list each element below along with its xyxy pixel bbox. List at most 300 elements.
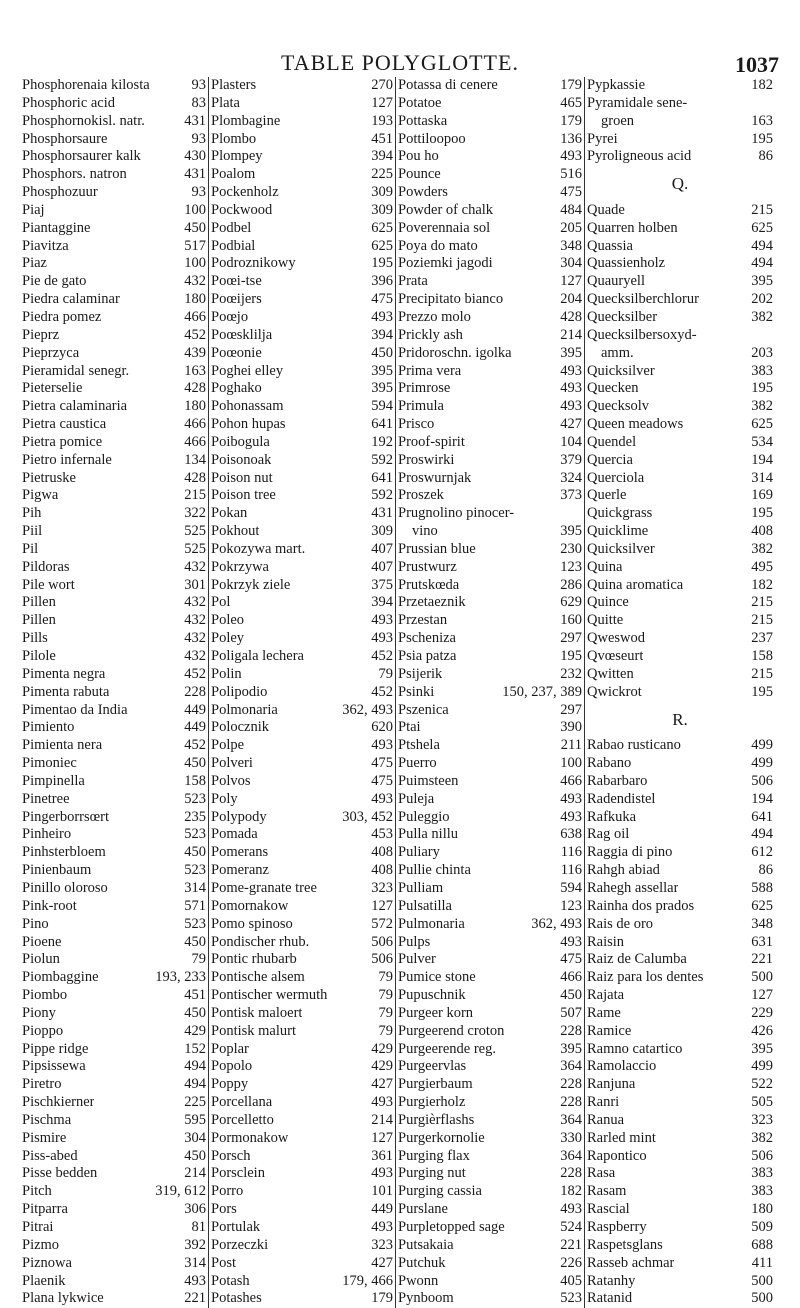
entry-term: Pioppo: [22, 1022, 64, 1039]
index-entry: [20, 844, 208, 862]
entry-pages: 100: [184, 255, 206, 272]
index-entry: [209, 202, 395, 220]
index-entry: [209, 77, 395, 95]
index-entry: [209, 1005, 395, 1023]
index-entry: [20, 1201, 208, 1219]
index-entry: [209, 1183, 395, 1201]
index-entry: [20, 255, 208, 273]
entry-pages: 493: [560, 380, 582, 397]
entry-term: Rafkuka: [587, 808, 637, 825]
entry-pages: 93: [191, 77, 206, 93]
entry-pages: 286: [560, 576, 582, 593]
entry-term: Pitparra: [22, 1201, 68, 1218]
entry-pages: 211: [560, 737, 582, 754]
index-entry: [396, 809, 584, 827]
index-entry: [20, 612, 208, 630]
entry-pages: 499: [751, 737, 773, 754]
entry-term: Pullie chinta: [398, 862, 471, 879]
index-entry: [209, 255, 395, 273]
entry-term: Pieprzyca: [22, 344, 80, 361]
entry-pages: 466: [184, 416, 206, 433]
entry-term: Pomo spinoso: [211, 915, 293, 932]
index-entry: [396, 719, 584, 737]
entry-pages: 499: [751, 1058, 773, 1075]
index-entry: [396, 826, 584, 844]
index-entry: [585, 987, 775, 1005]
entry-pages: 484: [560, 201, 582, 218]
index-entry: [396, 844, 584, 862]
index-entry: [20, 541, 208, 559]
index-entry: [209, 380, 395, 398]
index-entry: [209, 612, 395, 630]
index-entry: [209, 470, 395, 488]
index-entry: [209, 880, 395, 898]
entry-pages: 127: [371, 897, 393, 914]
entry-pages: 192: [371, 433, 393, 450]
entry-pages: 382: [751, 398, 773, 415]
entry-term: Puerro: [398, 755, 437, 772]
index-entry: [20, 648, 208, 666]
entry-term: Piedra pomez: [22, 308, 102, 325]
index-entry: [396, 773, 584, 791]
entry-term: Porsch: [211, 1147, 251, 1164]
index-entry: [209, 916, 395, 934]
entry-term: Pohon hupas: [211, 416, 286, 433]
entry-pages: 641: [371, 469, 393, 486]
index-entry: [585, 220, 775, 238]
index-entry: [20, 148, 208, 166]
entry-term: Poligala lechera: [211, 648, 304, 664]
entry-pages: 408: [751, 523, 773, 540]
entry-term: Pinetree: [22, 790, 70, 807]
entry-pages: 505: [751, 1094, 773, 1111]
index-entry: [585, 202, 775, 220]
entry-term: Pigwa: [22, 487, 59, 504]
entry-pages: 203: [751, 344, 773, 361]
entry-pages: 395: [371, 380, 393, 397]
entry-pages: 180: [184, 291, 206, 308]
entry-pages: 158: [751, 648, 773, 664]
entry-pages: 432: [184, 630, 206, 647]
index-entry: [396, 755, 584, 773]
index-entry: [20, 702, 208, 720]
entry-pages: 79: [378, 665, 393, 682]
index-entry: [585, 577, 775, 595]
entry-pages: 588: [751, 879, 773, 896]
index-entry: [585, 684, 775, 702]
index-entry: [209, 1023, 395, 1041]
entry-pages: 493: [560, 148, 582, 165]
entry-pages: 466: [560, 772, 582, 789]
index-entry: [209, 951, 395, 969]
entry-pages: 430: [184, 148, 206, 165]
entry-term: Polypody: [211, 808, 267, 825]
index-entry: [396, 77, 584, 95]
entry-term: Popolo: [211, 1058, 253, 1075]
entry-pages: 506: [751, 772, 773, 789]
entry-term: Pie de gato: [22, 273, 87, 290]
entry-pages: 383: [751, 1165, 773, 1182]
entry-term: Quecken: [587, 380, 639, 397]
index-entry: [209, 1201, 395, 1219]
index-entry: [585, 434, 775, 452]
entry-pages: 499: [751, 755, 773, 772]
index-entry: [585, 898, 775, 916]
entry-pages: 500: [751, 969, 773, 986]
index-entry: [396, 131, 584, 149]
index-entry: [20, 398, 208, 416]
index-entry: [396, 612, 584, 630]
entry-term: Pimoniec: [22, 755, 77, 772]
entry-pages: 123: [560, 897, 582, 914]
entry-pages: 309: [371, 184, 393, 201]
index-entry: [209, 844, 395, 862]
index-entry: [20, 1237, 208, 1255]
entry-term: Phosphorsaure: [22, 130, 108, 147]
entry-term: Przetaeznik: [398, 594, 466, 611]
entry-term: Pulver: [398, 951, 436, 968]
entry-term: Pokhout: [211, 523, 260, 540]
entry-pages: 127: [371, 94, 393, 111]
entry-term: Raisin: [587, 933, 625, 950]
entry-pages: 309: [371, 523, 393, 540]
entry-term: Purpletopped sage: [398, 1219, 505, 1235]
entry-term: Psinki: [398, 683, 435, 700]
entry-pages: 127: [371, 1129, 393, 1146]
index-entry: [396, 1130, 584, 1148]
entry-pages: 195: [560, 648, 582, 664]
index-entry: [585, 131, 775, 149]
entry-term: Quassienholz: [587, 255, 666, 272]
entry-pages: 493: [560, 398, 582, 415]
index-entry: [396, 630, 584, 648]
index-entry: [209, 1094, 395, 1112]
entry-pages: 494: [184, 1076, 206, 1093]
entry-term: Pounce: [398, 166, 441, 183]
index-entry: [209, 505, 395, 523]
entry-pages: 452: [184, 665, 206, 682]
entry-pages: 534: [751, 433, 773, 450]
entry-term: Poibogula: [211, 433, 270, 450]
entry-term: Pillen: [22, 612, 56, 629]
entry-term: Purgierholz: [398, 1094, 466, 1111]
entry-pages: 625: [371, 237, 393, 254]
index-entry: [585, 470, 775, 488]
index-entry: [585, 1237, 775, 1255]
index-entry: [20, 1273, 208, 1291]
index-entry: [209, 131, 395, 149]
entry-pages: 362, 493: [531, 915, 582, 932]
entry-term: Qweswod: [587, 630, 645, 647]
entry-pages: 152: [184, 1040, 206, 1057]
index-entry: [20, 1041, 208, 1059]
entry-pages: 235: [184, 808, 206, 825]
entry-term: Prata: [398, 273, 428, 290]
entry-pages: 214: [371, 1111, 393, 1128]
entry-pages: 429: [371, 1040, 393, 1057]
entry-term: Porcelletto: [211, 1111, 274, 1128]
entry-term: Plata: [211, 94, 240, 111]
index-entry: [20, 951, 208, 969]
index-entry: [20, 826, 208, 844]
index-entry: [585, 594, 775, 612]
entry-pages: 104: [560, 433, 582, 450]
entry-term: Pischma: [22, 1111, 72, 1128]
entry-term: Purgierbaum: [398, 1076, 473, 1093]
entry-term: Quecksolv: [587, 398, 650, 415]
index-entry: [20, 898, 208, 916]
entry-pages: 127: [560, 273, 582, 290]
entry-term: Poison tree: [211, 487, 276, 504]
entry-term: Poya do mato: [398, 237, 478, 254]
entry-term: Raggia di pino: [587, 844, 673, 861]
entry-pages: 228: [560, 1076, 582, 1093]
index-entry: [585, 416, 775, 434]
entry-term: Rame: [587, 1004, 621, 1021]
index-entry: [396, 166, 584, 184]
entry-pages: 228: [560, 1022, 582, 1039]
entry-pages: 79: [378, 987, 393, 1004]
index-entry: [20, 1219, 208, 1237]
index-entry: [209, 541, 395, 559]
entry-term: Rapontico: [587, 1147, 647, 1164]
index-column-3: [395, 77, 584, 1308]
entry-term: Post: [211, 1254, 236, 1271]
entry-pages: 427: [560, 416, 582, 433]
index-entry: [209, 666, 395, 684]
entry-pages: 431: [371, 505, 393, 522]
entry-term: Pitrai: [22, 1219, 54, 1235]
entry-term: Plana lykwice: [22, 1290, 104, 1307]
entry-pages: 428: [560, 308, 582, 325]
index-entry: [20, 737, 208, 755]
entry-term: Pile wort: [22, 576, 75, 593]
entry-pages: 629: [560, 594, 582, 611]
entry-term: Qvœseurt: [587, 648, 644, 664]
entry-pages: 493: [371, 1219, 393, 1235]
entry-pages: 324: [560, 469, 582, 486]
entry-term: Pontisk malurt: [211, 1022, 296, 1039]
index-entry: [585, 345, 775, 363]
index-entry: [585, 1058, 775, 1076]
index-entry: [209, 184, 395, 202]
index-column-4: [584, 77, 775, 1308]
entry-pages: 493: [560, 808, 582, 825]
index-entry: [396, 666, 584, 684]
index-entry: [585, 95, 775, 113]
index-entry: [396, 737, 584, 755]
entry-term: Pitch: [22, 1183, 52, 1200]
index-entry: [585, 1112, 775, 1130]
entry-term: Polvos: [211, 772, 251, 789]
index-entry: [20, 416, 208, 434]
entry-term: Potashes: [211, 1290, 262, 1307]
entry-term: Pilole: [22, 648, 56, 664]
entry-term: Pieterselie: [22, 380, 83, 397]
entry-pages: 163: [751, 112, 773, 129]
entry-pages: 395: [560, 523, 582, 540]
entry-term: Piantaggine: [22, 219, 91, 236]
entry-pages: 180: [751, 1201, 773, 1218]
index-entry: [396, 202, 584, 220]
index-entry: [585, 1290, 775, 1308]
entry-pages: 500: [751, 1272, 773, 1289]
index-entry: [20, 345, 208, 363]
entry-term: Pscheniza: [398, 630, 456, 647]
entry-term: Rag oil: [587, 826, 630, 843]
index-column-2: [208, 77, 395, 1308]
index-entry: [209, 523, 395, 541]
index-entry: [209, 755, 395, 773]
entry-term: Quina aromatica: [587, 576, 684, 593]
entry-pages: 641: [371, 416, 393, 433]
index-entry: [585, 826, 775, 844]
entry-term: Rajata: [587, 987, 625, 1004]
index-entry: [20, 238, 208, 256]
entry-term: Piaj: [22, 201, 45, 218]
entry-term: Piretro: [22, 1076, 62, 1093]
entry-pages: 228: [560, 1094, 582, 1111]
entry-pages: 83: [191, 94, 206, 111]
section-heading: Q.: [671, 174, 689, 194]
entry-pages: 592: [371, 487, 393, 504]
index-entry: [396, 505, 584, 523]
entry-term: Piss-abed: [22, 1147, 78, 1164]
index-entry: [20, 719, 208, 737]
index-entry: [209, 594, 395, 612]
entry-term: Pietruske: [22, 469, 76, 486]
index-entry: [585, 1148, 775, 1166]
index-entry: [20, 1148, 208, 1166]
entry-term: Raiz de Calumba: [587, 951, 687, 968]
index-entry: [585, 77, 775, 95]
index-entry: [209, 630, 395, 648]
index-entry: [209, 809, 395, 827]
index-entry: [396, 559, 584, 577]
index-entry: [396, 648, 584, 666]
index-entry: [396, 594, 584, 612]
entry-pages: 638: [560, 826, 582, 843]
entry-pages: 100: [560, 755, 582, 772]
entry-pages: 79: [378, 1004, 393, 1021]
entry-term: Pimentao da India: [22, 701, 128, 718]
entry-pages: 620: [371, 719, 393, 736]
entry-term: Quecksilbersoxyd-: [587, 326, 697, 343]
entry-pages: 215: [751, 594, 773, 611]
entry-term: Rahgh abiad: [587, 862, 660, 879]
entry-term: Puimsteen: [398, 772, 459, 789]
entry-term: Piony: [22, 1004, 56, 1021]
entry-term: Pontische alsem: [211, 969, 305, 986]
entry-pages: 522: [751, 1076, 773, 1093]
entry-term: Phosphors. natron: [22, 166, 127, 183]
entry-term: Pimenta rabuta: [22, 683, 110, 700]
entry-pages: 134: [184, 451, 206, 468]
index-entry: [209, 1076, 395, 1094]
index-entry: [396, 220, 584, 238]
index-entry: [396, 951, 584, 969]
index-entry: [585, 630, 775, 648]
entry-pages: 123: [560, 558, 582, 575]
index-entry: [20, 1290, 208, 1308]
entry-term: Pietra caustica: [22, 416, 107, 433]
index-entry: [20, 1255, 208, 1273]
index-entry: [20, 1076, 208, 1094]
entry-pages: 215: [751, 201, 773, 218]
entry-pages: 182: [751, 576, 773, 593]
index-entry: [20, 291, 208, 309]
entry-term: Polocznik: [211, 719, 269, 736]
index-entry: [209, 1148, 395, 1166]
entry-term: Pypkassie: [587, 77, 645, 93]
entry-term: Quitte: [587, 612, 624, 629]
entry-term: Quassia: [587, 237, 633, 254]
entry-term: Quarren holben: [587, 219, 678, 236]
entry-term: Pontic rhubarb: [211, 951, 297, 968]
index-entry: [396, 452, 584, 470]
entry-term: Podroznikowy: [211, 255, 296, 272]
index-entry: [585, 862, 775, 880]
entry-term: Purgeerend croton: [398, 1022, 505, 1039]
entry-pages: 688: [751, 1236, 773, 1253]
entry-pages: 493: [184, 1272, 206, 1289]
entry-pages: 394: [371, 594, 393, 611]
index-entry: [209, 737, 395, 755]
entry-pages: 323: [371, 1236, 393, 1253]
entry-term: Proszek: [398, 487, 444, 504]
index-entry: [585, 1183, 775, 1201]
entry-pages: 79: [191, 951, 206, 968]
entry-term: Qwickrot: [587, 683, 642, 700]
index-entry: [209, 719, 395, 737]
entry-pages: 641: [751, 808, 773, 825]
entry-term: Pipsissewa: [22, 1058, 86, 1075]
entry-term: Pockenholz: [211, 184, 279, 201]
entry-term: Pottaska: [398, 112, 448, 129]
index-entry: [585, 1094, 775, 1112]
index-entry: [209, 1255, 395, 1273]
entry-term: Pischkierner: [22, 1094, 95, 1111]
index-entry: [396, 1005, 584, 1023]
entry-term: Pippe ridge: [22, 1040, 89, 1057]
entry-pages: 221: [560, 1236, 582, 1253]
entry-term: Poœsklilja: [211, 326, 273, 343]
entry-term: Psijerik: [398, 665, 443, 682]
index-entry: [396, 1112, 584, 1130]
index-entry: [396, 523, 584, 541]
entry-pages: 493: [371, 612, 393, 629]
entry-pages: 202: [751, 291, 773, 308]
entry-term: Purslane: [398, 1201, 448, 1218]
index-entry: [396, 916, 584, 934]
index-entry: [396, 898, 584, 916]
index-entry: [396, 309, 584, 327]
index-entry: [20, 1130, 208, 1148]
entry-term: Pokrzywa: [211, 558, 269, 575]
entry-term: Pinhsterbloem: [22, 844, 106, 861]
entry-term: Plaenik: [22, 1272, 66, 1289]
entry-pages: 493: [560, 790, 582, 807]
entry-term: Querle: [587, 487, 627, 504]
index-entry: [396, 1255, 584, 1273]
entry-term: Precipitato bianco: [398, 291, 504, 308]
entry-pages: 116: [560, 862, 582, 879]
entry-term: Plombagine: [211, 112, 281, 129]
entry-term: Piolun: [22, 951, 60, 968]
entry-pages: 180: [184, 398, 206, 415]
entry-pages: 523: [184, 862, 206, 879]
index-entry: [585, 666, 775, 684]
